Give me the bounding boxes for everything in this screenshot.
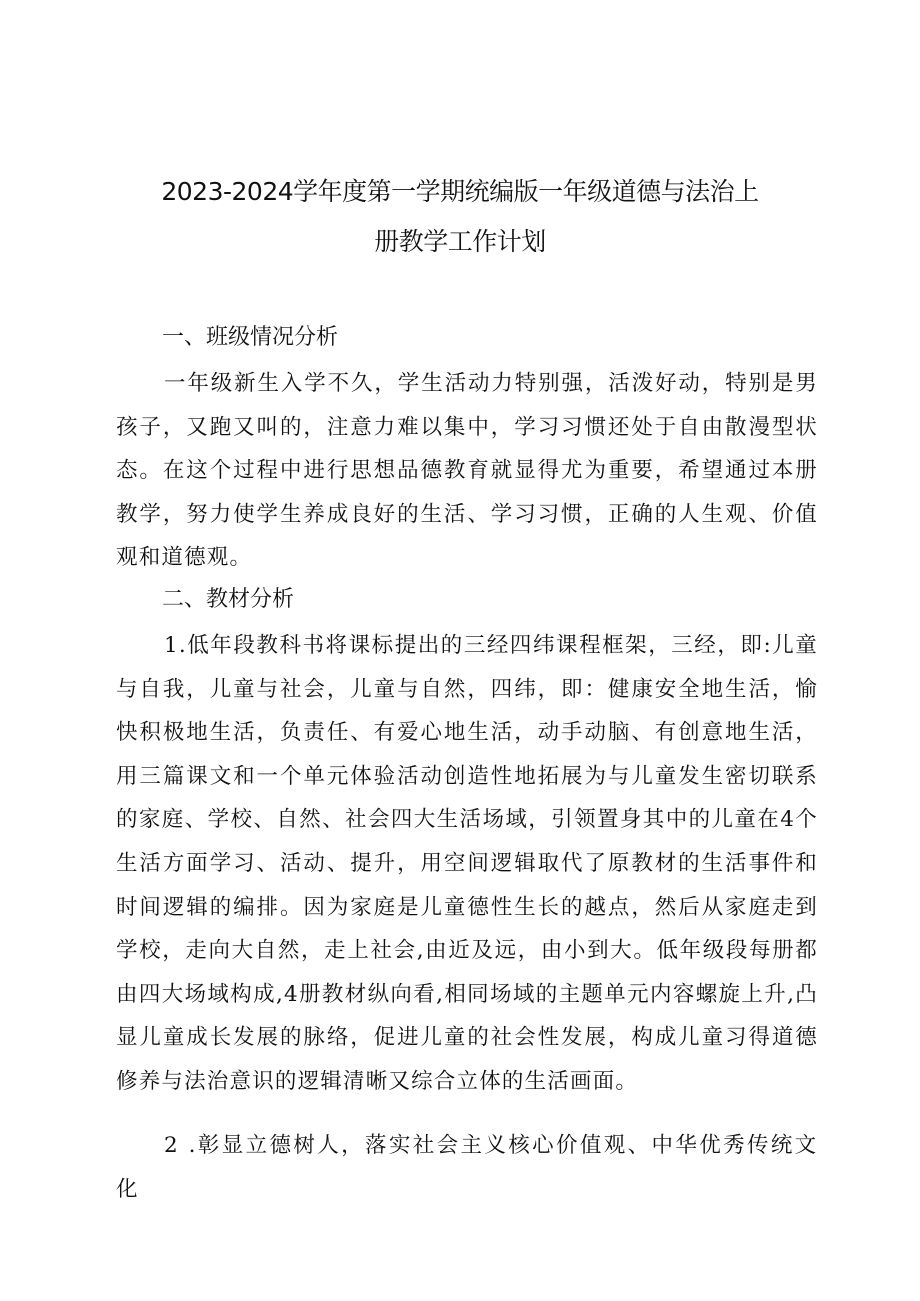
document-title-line-1: 2023-2024学年度第一学期统编版一年级道德与法治上 bbox=[161, 177, 759, 206]
document-title-line-2: 册教学工作计划 bbox=[374, 227, 546, 256]
textbook-analysis-paragraph-2: 2 .彰显立德树人，落实社会主义核心价值观、中华优秀传统文化 bbox=[116, 1133, 818, 1202]
section-heading-class-analysis: 一、班级情况分析 bbox=[162, 325, 339, 350]
textbook-analysis-paragraph-1: 1.低年段教科书将课标提出的三经四纬课程框架，三经，即:儿童与自我，儿童与社会，儿童与自然，四纬，即：健康安全地生活，愉快积极地生活，负责任、有爱心地生活，动手动脑、有创意地生活，用三篇课文和一个单元体验活动创造性地拓展为与儿童发生密切联系的家庭、学校、自然、社会四大生活场域，引领置身其中的儿童在4个生活方面学习、活动、提升，用空间逻辑取代了原教材的生活事件和时间逻辑的编排。因为家庭是儿童德性生长的越点，然后从家庭走到学校，走向大自然，走上社会,由近及远，由小到大。低年级段每册都由四大场域构成,4册教材纵向看,相同场域的主题单元内容螺旋上升,凸显儿童成长发展的脉络，促进儿童的社会性发展，构成儿童习得道德修养与法治意识的逻辑清晰又综合立体的生活画面。 bbox=[116, 633, 818, 1094]
section-heading-textbook-analysis: 二、教材分析 bbox=[162, 587, 295, 612]
class-analysis-paragraph: 一年级新生入学不久，学生活动力特别强，活泼好动，特别是男孩子，又跑又叫的，注意力难以集中，学习习惯还处于自由散漫型状态。在这个过程中进行思想品德教育就显得尤为重要，希望通过本册教学，努力使学生养成良好的生活、学习习惯，正确的人生观、价值观和道德观。 bbox=[116, 371, 818, 571]
